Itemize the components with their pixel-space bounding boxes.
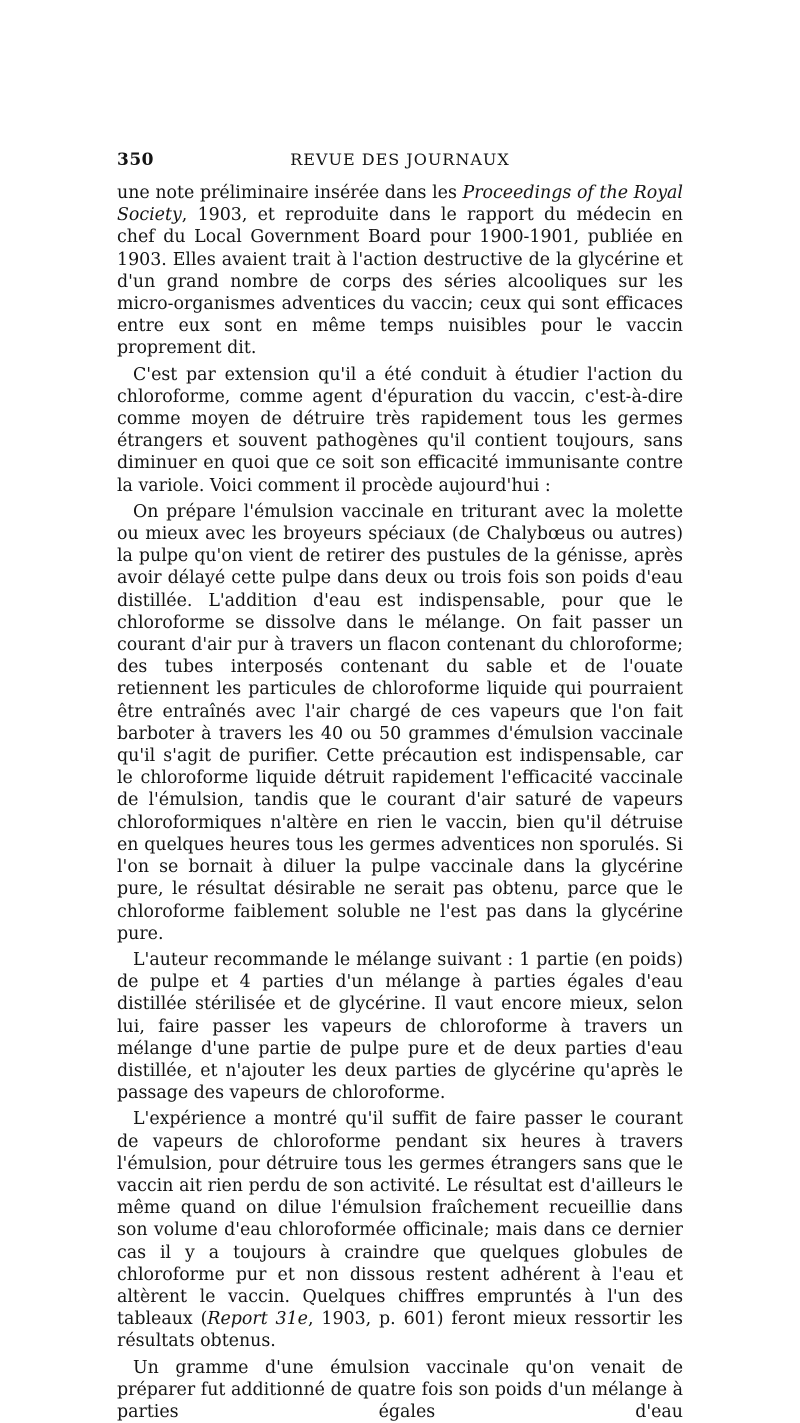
paragraph-4 [117, 949, 683, 1104]
article-body [117, 182, 683, 1423]
paragraph-2 [117, 364, 683, 497]
paragraph-1 [117, 182, 683, 360]
text-segment: On prépare l'émulsion vaccinale en triturant avec la molette ou mieux avec les broyeurs spéciaux (de Chalybœus ou autres) la pulpe qu'on vient de retirer des pustules de la génisse, après avoir délayé cette pulpe dans deux ou trois fois son poids d'eau distillée. L'addition d'eau est indispensable, pour que le chloroforme se dissolve dans le mélange. On fait passer un courant d'air pur à travers un flacon contenant du chloroforme; des tubes interposés contenant du sable et de l'ouate retiennent les particules de chloroforme liquide qui pourraient être entraînés avec l'air chargé de ces vapeurs que l'on fait barboter à travers les 40 ou 50 grammes d'émulsion vaccinale qu'il s'agit de purifier. Cette précaution est indispensable, car le chloroforme liquide détruit rapidement l'efficacité vaccinale de l'émulsion, tandis que le courant d'air saturé de vapeurs chloroformiques n'altère en rien le vaccin, bien qu'il détruise en quelques heures tous les germes adventices non sporulés. Si l'on se bornait à diluer la pulpe vaccinale dans la glycérine pure, le résultat désirable ne serait pas obtenu, parce que le chloroforme faiblement soluble ne l'est pas dans la glycérine pure. [117, 501, 683, 944]
paragraph-5 [117, 1108, 683, 1352]
text-segment: C'est par extension qu'il a été conduit à étudier l'action du chloroforme, comme agent d'épuration du vaccin, c'est-à-dire comme moyen de détruire très rapidement tous les germes étrangers et souvent pathogènes qu'il contient toujours, sans diminuer en quoi que ce soit son efficacité immunisante contre la variole. Voici comment il procède aujourd'hui : [117, 364, 683, 496]
paragraph-3 [117, 501, 683, 945]
text-segment: , 1903, p. 601) feront mieux ressortir les résultats obtenus. [117, 1309, 683, 1352]
text-segment: L'expérience a montré qu'il suffit de faire passer le courant de vapeurs de chloroforme pendant six heures à travers l'émulsion, pour détruire tous les germes étrangers sans que le vaccin ait rien perdu de son activité. Le résultat est d'ailleurs le même quand on dilue l'émulsion fraîchement recueillie dans son volume d'eau chloroformée officinale; mais dans ce dernier cas il y a toujours à craindre que quelques globules de chloroforme pur et non dissous restent adhérent à l'eau et altèrent le vaccin. Quelques chiffres empruntés à l'un des tableaux ( [117, 1109, 683, 1330]
text-segment: L'auteur recommande le mélange suivant : 1 partie (en poids) de pulpe et 4 parties d'un mélange à parties égales d'eau distillée stérilisée et de glycérine. Il vaut encore mieux, selon lui, faire passer les vapeurs de chloroforme à travers un mélange d'une partie de pulpe pure et de deux parties d'eau distillée, et n'ajouter les deux parties de glycérine qu'après le passage des vapeurs de chloroforme. [117, 949, 683, 1104]
text-segment: , 1903, et reproduite dans le rapport du médecin en chef du Local Government Board pour 1900-1901, publiée en 1903. Elles avaient trait à l'action destructive de la glycérine et d'un grand nombre de corps des séries alcooliques sur les micro-organismes adventices du vaccin; ceux qui sont efficaces entre eux sont en même temps nuisibles pour le vaccin proprement dit. [117, 205, 683, 359]
text-segment: une note préliminaire insérée dans les [117, 183, 463, 203]
report-reference: Report 31e [207, 1309, 308, 1330]
text-segment: Un gramme d'une émulsion vaccinale qu'on venait de préparer fut additionné de quatre fois son poids d'un mélange à parties égales d'eau [117, 1357, 683, 1422]
journal-name: Proceedings of the Royal Society [117, 183, 683, 226]
paragraph-6 [117, 1357, 683, 1423]
page-number: 350 [117, 150, 154, 170]
running-head [117, 150, 683, 174]
running-title: REVUE DES JOURNAUX [290, 150, 510, 169]
